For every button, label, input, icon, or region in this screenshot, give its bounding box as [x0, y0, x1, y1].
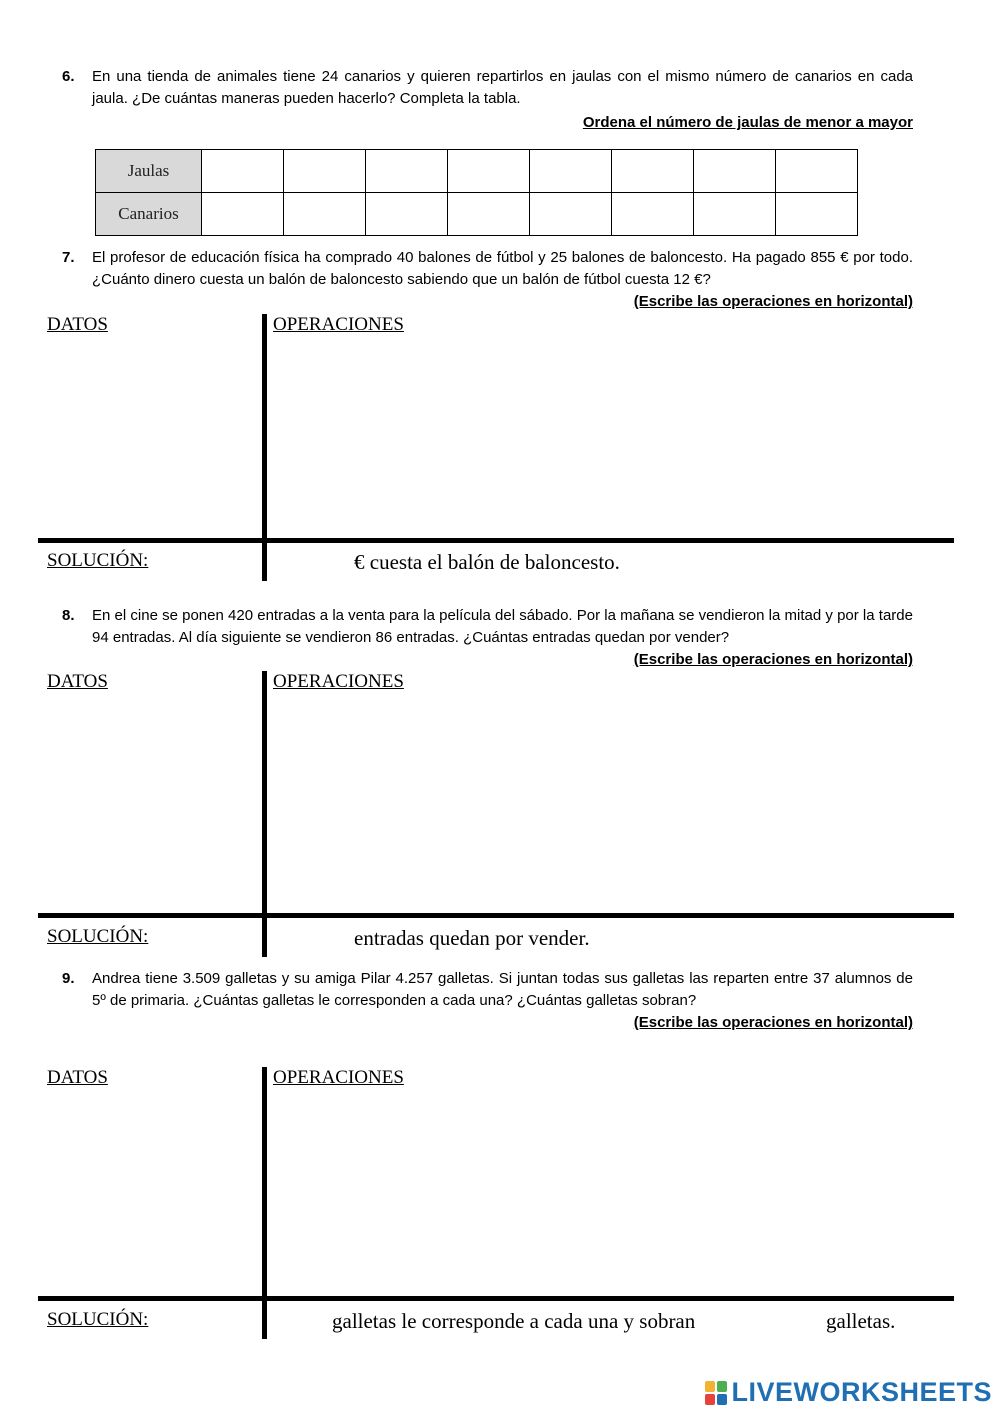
- work-area-8: [38, 671, 954, 958]
- cages-table: [95, 149, 858, 236]
- datos-label: DATOS: [47, 314, 108, 335]
- solucion-label: SOLUCIÓN:: [47, 550, 149, 571]
- question-7: [62, 247, 913, 291]
- solucion-label: SOLUCIÓN:: [47, 926, 149, 947]
- question-text: Andrea tiene 3.509 galletas y su amiga Pilar 4.257 galletas. Si juntan todas sus galletas las reparten entre 37 alumnos de 5º de primaria. ¿Cuántas galletas le corresponden a cada una? ¿Cuántas galletas sobran?: [92, 970, 913, 1009]
- answer-cell[interactable]: [202, 193, 284, 236]
- logo-square-2: [717, 1381, 727, 1392]
- work-area-7: [38, 314, 954, 582]
- table-row: [96, 193, 858, 236]
- logo-square-3: [705, 1394, 715, 1405]
- solution-divider: [38, 913, 954, 918]
- logo-icon: [705, 1381, 727, 1405]
- solution-divider: [38, 1296, 954, 1301]
- row-header-jaulas: Jaulas: [96, 150, 202, 193]
- instruction-note: (Escribe las operaciones en horizontal): [633, 651, 913, 668]
- question-number: 6.: [62, 68, 75, 85]
- question-number: 8.: [62, 607, 75, 624]
- answer-cell[interactable]: [694, 150, 776, 193]
- datos-label: DATOS: [47, 1067, 108, 1088]
- table-row: [96, 150, 858, 193]
- answer-cell[interactable]: [284, 193, 366, 236]
- operaciones-label: OPERACIONES: [273, 671, 404, 692]
- answer-cell[interactable]: [366, 150, 448, 193]
- answer-sentence: entradas quedan por vender.: [354, 926, 590, 950]
- answer-cell[interactable]: [284, 150, 366, 193]
- question-6: [62, 66, 913, 110]
- instruction-note: Ordena el número de jaulas de menor a mayor: [582, 114, 913, 131]
- question-8: [62, 605, 913, 649]
- answer-sentence-end: galletas.: [826, 1309, 896, 1333]
- answer-cell[interactable]: [448, 150, 530, 193]
- solution-divider: [38, 538, 954, 543]
- instruction-note: (Escribe las operaciones en horizontal): [633, 1014, 913, 1031]
- operaciones-label: OPERACIONES: [273, 1067, 404, 1088]
- answer-cell[interactable]: [612, 150, 694, 193]
- answer-sentence: galletas le corresponde a cada una y sobran: [332, 1309, 696, 1333]
- operaciones-label: OPERACIONES: [273, 314, 404, 335]
- question-text: En el cine se ponen 420 entradas a la venta para la película del sábado. Por la mañana se vendieron la mitad y por la tarde 94 entradas. Al día siguiente se vendieron 86 entradas. ¿Cuántas entradas quedan por vender?: [92, 607, 913, 646]
- liveworksheets-logo: [705, 1377, 992, 1408]
- answer-cell[interactable]: [612, 193, 694, 236]
- answer-cell[interactable]: [366, 193, 448, 236]
- solucion-label: SOLUCIÓN:: [47, 1309, 149, 1330]
- answer-cell[interactable]: [530, 193, 612, 236]
- question-text: En una tienda de animales tiene 24 canarios y quieren repartirlos en jaulas con el mismo número de canarios en cada jaula. ¿De cuántas maneras pueden hacerlo? Completa la tabla.: [92, 68, 913, 107]
- question-9: [62, 968, 913, 1012]
- answer-cell[interactable]: [694, 193, 776, 236]
- answer-cell[interactable]: [202, 150, 284, 193]
- logo-square-1: [705, 1381, 715, 1392]
- answer-cell[interactable]: [448, 193, 530, 236]
- answer-cell[interactable]: [530, 150, 612, 193]
- logo-square-4: [717, 1394, 727, 1405]
- logo-text: LIVEWORKSHEETS: [731, 1377, 992, 1407]
- answer-cell[interactable]: [776, 150, 858, 193]
- question-number: 9.: [62, 970, 75, 987]
- answer-sentence: € cuesta el balón de baloncesto.: [354, 550, 620, 574]
- answer-cell[interactable]: [776, 193, 858, 236]
- question-number: 7.: [62, 249, 75, 266]
- work-area-9: [38, 1067, 954, 1340]
- question-text: El profesor de educación física ha comprado 40 balones de fútbol y 25 balones de baloncesto. Ha pagado 855 € por todo. ¿Cuánto dinero cuesta un balón de baloncesto sabiendo que un balón de fútbol cuesta 12 €?: [92, 249, 913, 288]
- datos-label: DATOS: [47, 671, 108, 692]
- row-header-canarios: Canarios: [96, 193, 202, 236]
- instruction-note: (Escribe las operaciones en horizontal): [633, 293, 913, 310]
